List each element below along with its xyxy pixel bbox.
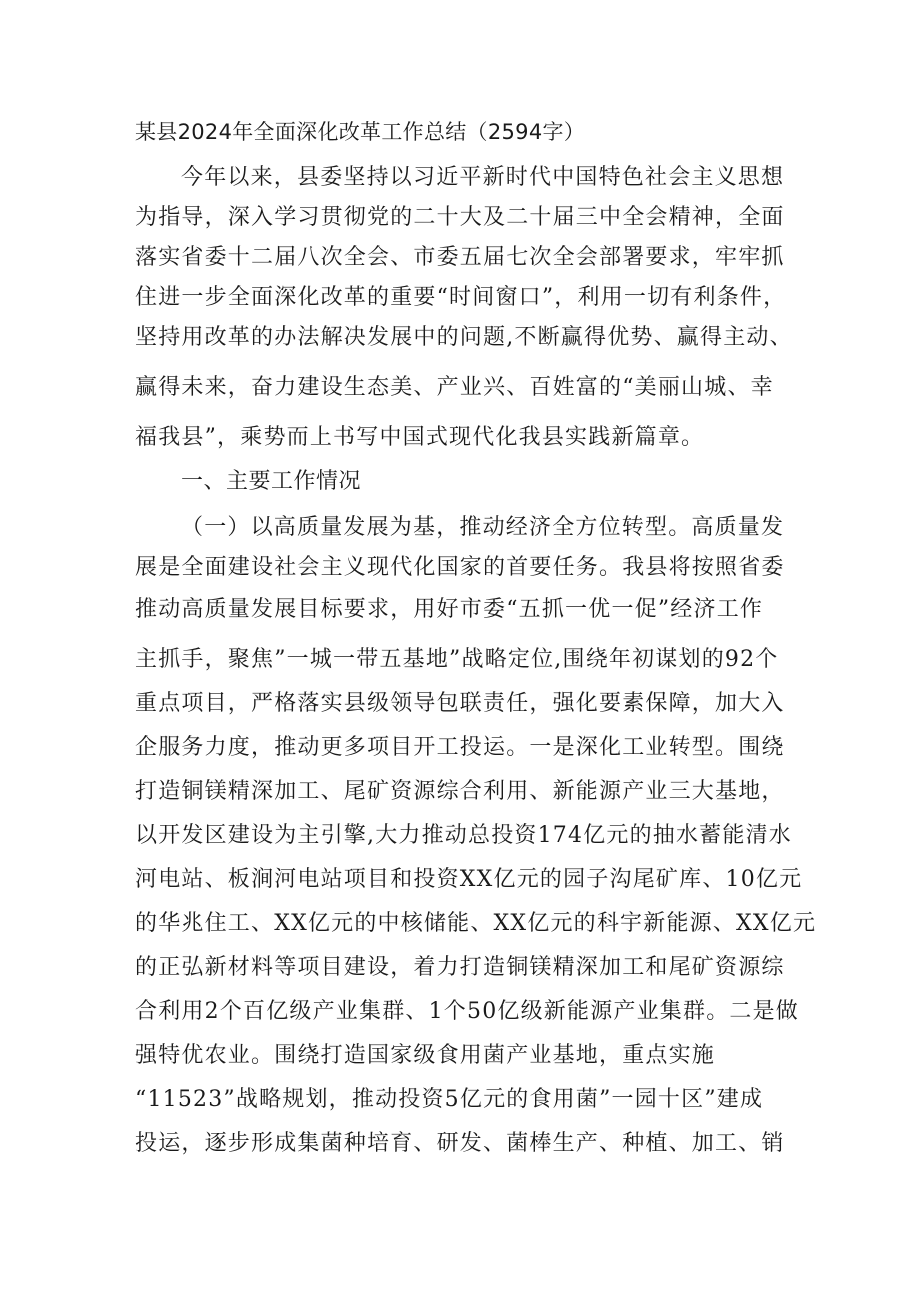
intro-line: 住进一步全面深化改革的重要“时间窗口”，利用一切有利条件， [135,285,787,310]
document-title: 某县2024年全面深化改革工作总结（2594字） [135,120,586,144]
intro-line: 为指导，深入学习贯彻党的二十大及二十届三中全会精神，全面 [135,205,785,230]
intro-line: 今年以来，县委坚持以习近平新时代中国特色社会主义思想 [181,165,785,190]
section-line: 推动高质量发展目标要求，用好市委“五抓一优一促”经济工作 [135,597,764,622]
section-line: 主抓手，聚焦”一城一带五基地”战略定位,围绕年初谋划的92个 [135,647,779,672]
section-heading: 一、主要工作情况 [181,469,362,494]
section-line: 投运，逐步形成集菌种培育、研发、菌棒生产、种植、加工、销 [135,1131,785,1156]
section-line: 以开发区建设为主引擎,大力推动总投资174亿元的抽水蓄能清水 [135,823,792,848]
section-line: 企服务力度，推动更多项目开工投运。一是深化工业转型。围绕 [135,735,785,760]
section-line: 的华兆住工、XX亿元的中核储能、XX亿元的科宇新能源、XX亿元 [135,911,817,936]
intro-line: 坚持用改革的办法解决发展中的问题,不断赢得优势、赢得主动、 [135,325,793,350]
section-line: “11523”战略规划，推动投资5亿元的食用菌”一园十区”建成 [135,1087,764,1112]
section-line: 重点项目，严格落实县级领导包联责任，强化要素保障，加大入 [135,691,785,716]
section-line: 展是全面建设社会主义现代化国家的首要任务。我县将按照省委 [135,555,785,580]
section-line: 的正弘新材料等项目建设，着力打造铜镁精深加工和尾矿资源综 [135,955,785,980]
intro-line: 落实省委十二届八次全会、市委五届七次全会部署要求，牢牢抓 [135,245,785,270]
intro-line: 福我县”，乘势而上书写中国式现代化我县实践新篇章。 [135,425,705,450]
section-line: （一）以高质量发展为基，推动经济全方位转型。高质量发 [181,515,785,540]
section-line: 合利用2个百亿级产业集群、1个50亿级新能源产业集群。二是做 [135,999,799,1024]
section-line: 强特优农业。围绕打造国家级食用菌产业基地，重点实施 [135,1043,716,1068]
intro-line: 赢得未来，奋力建设生态美、产业兴、百姓富的“美丽山城、幸 [135,375,774,400]
section-line: 河电站、板涧河电站项目和投资XX亿元的园子沟尾矿库、10亿元 [135,867,803,892]
section-line: 打造铜镁精深加工、尾矿资源综合利用、新能源产业三大基地， [135,779,785,804]
